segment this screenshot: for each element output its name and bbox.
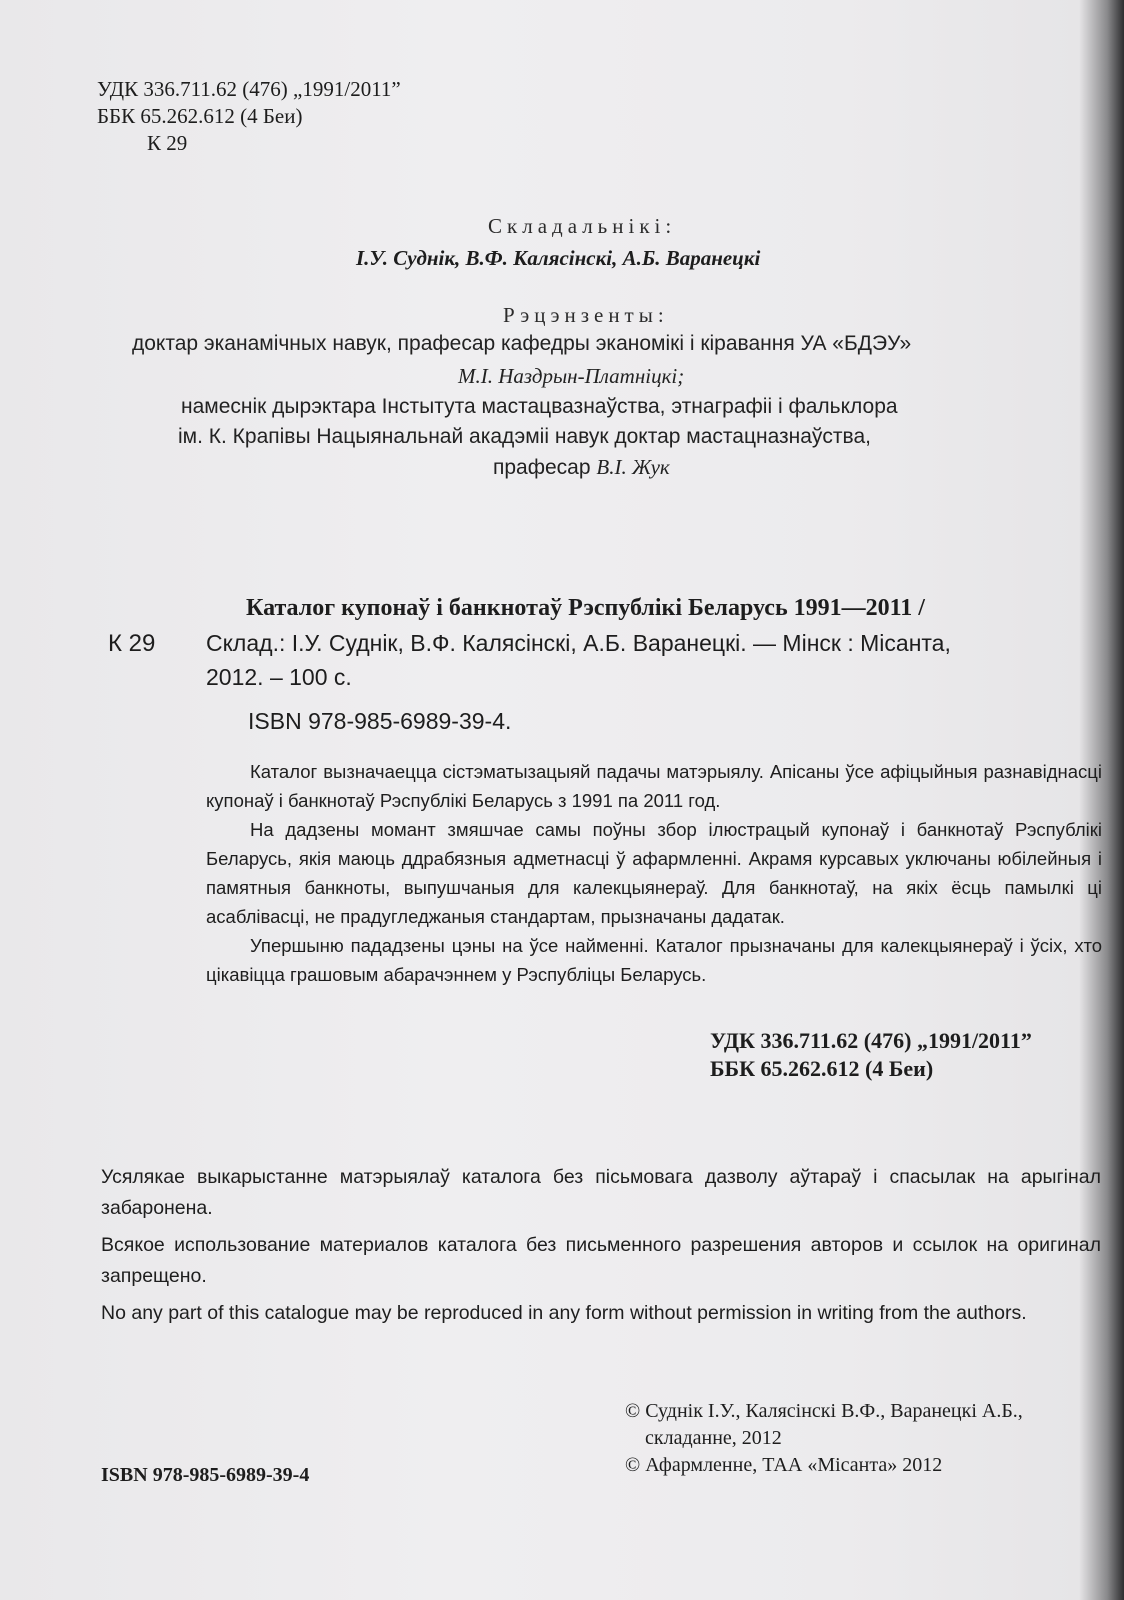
reviewer2-position-line1: намеснік дырэктара Інстытута мастацвазнаўства, этнаграфіі і фальклора <box>181 395 898 418</box>
compilers-heading: Складальнікі: <box>488 214 677 238</box>
annotation-paragraph-2: На дадзены момант змяшчае самы поўны збор ілюстрацый купонаў і банкнотаў Рэспублікі Беларусь, якія маюць ддрабязныя адметнасці ў афармленні. Акрамя курсавых уключаны юбілейныя і памятныя банкноты, выпушчаныя для калекцыянераў. Для банкнотаў, на якіх ёсць памылкі ці асаблівасці, не прадугледжаныя стандартам, прызначаны дадатак. <box>206 819 1102 927</box>
copyright-compilation: складанне, 2012 <box>645 1427 782 1449</box>
rights-russian: Всякое использование материалов каталога без письменного разрешения авторов и ссылок на оригинал запрещено. <box>101 1234 1101 1287</box>
reviewer2-prefix: прафесар <box>493 456 591 479</box>
catalog-publication-line: 2012. – 100 с. <box>206 664 352 690</box>
reviewer1-position: доктар эканамічных навук, прафесар кафедры эканомікі і кіравання УА «БДЭУ» <box>132 332 912 355</box>
reviewer1-name: М.І. Наздрын-Платніцкі; <box>458 364 685 388</box>
author-mark-top: К 29 <box>147 131 188 155</box>
compilers-names: І.У. Суднік, В.Ф. Калясінскі, А.Б. Варанецкі <box>356 246 761 270</box>
bbk-code-top: ББК 65.262.612 (4 Беи) <box>97 104 303 128</box>
bbk-code-entry: ББК 65.262.612 (4 Беи) <box>710 1056 934 1081</box>
annotation-block <box>206 757 1102 989</box>
catalog-compilers-line: Склад.: І.У. Суднік, В.Ф. Калясінскі, А.Б. Варанецкі. — Мінск : Місанта, <box>206 630 951 656</box>
annotation-paragraph-3: Упершыню пададзены цэны на ўсе найменні. Каталог прызначаны для калекцыянераў і ўсіх, хто цікавіцца грашовым абарачэннем у Рэспубліцы Беларусь. <box>206 935 1102 985</box>
catalog-title: Каталог купонаў і банкнотаў Рэспублікі Беларусь 1991—2011 / <box>246 595 925 621</box>
rights-english: No any part of this catalogue may be reproduced in any form without permission in writing from the authors. <box>101 1302 1027 1324</box>
author-mark-entry: К 29 <box>108 630 156 657</box>
copyright-authors: © Суднік І.У., Калясінскі В.Ф., Варанецкі А.Б., <box>625 1400 1023 1422</box>
reviewer2-name: В.І. Жук <box>596 455 670 479</box>
udk-code-entry: УДК 336.711.62 (476) „1991/2011” <box>710 1028 1032 1053</box>
isbn-bottom: ISBN 978-985-6989-39-4 <box>101 1464 310 1486</box>
rights-notice <box>101 1162 1101 1335</box>
reviewer2-title-line <box>493 455 670 480</box>
reviewer2-position-line2: ім. К. Крапівы Нацыянальнай акадэміі навук доктар мастацназнаўства, <box>178 425 871 448</box>
udk-code-top: УДК 336.711.62 (476) „1991/2011” <box>97 77 401 101</box>
rights-belarusian: Усялякае выкарыстанне матэрыялаў каталога без пісьмовага дазволу аўтараў і спасылак на арыгінал забаронена. <box>101 1166 1101 1219</box>
copyright-design: © Афармленне, ТАА «Місанта» 2012 <box>625 1454 943 1476</box>
annotation-paragraph-1: Каталог вызначаецца сістэматызацыяй падачы матэрыялу. Апісаны ўсе афіцыйныя разнавіднасці купонаў і банкнотаў Рэспублікі Беларусь з 1991 па 2011 год. <box>206 761 1102 811</box>
catalog-isbn: ISBN 978-985-6989-39-4. <box>248 708 512 734</box>
reviewers-heading: Рэцэнзенты: <box>503 303 669 327</box>
